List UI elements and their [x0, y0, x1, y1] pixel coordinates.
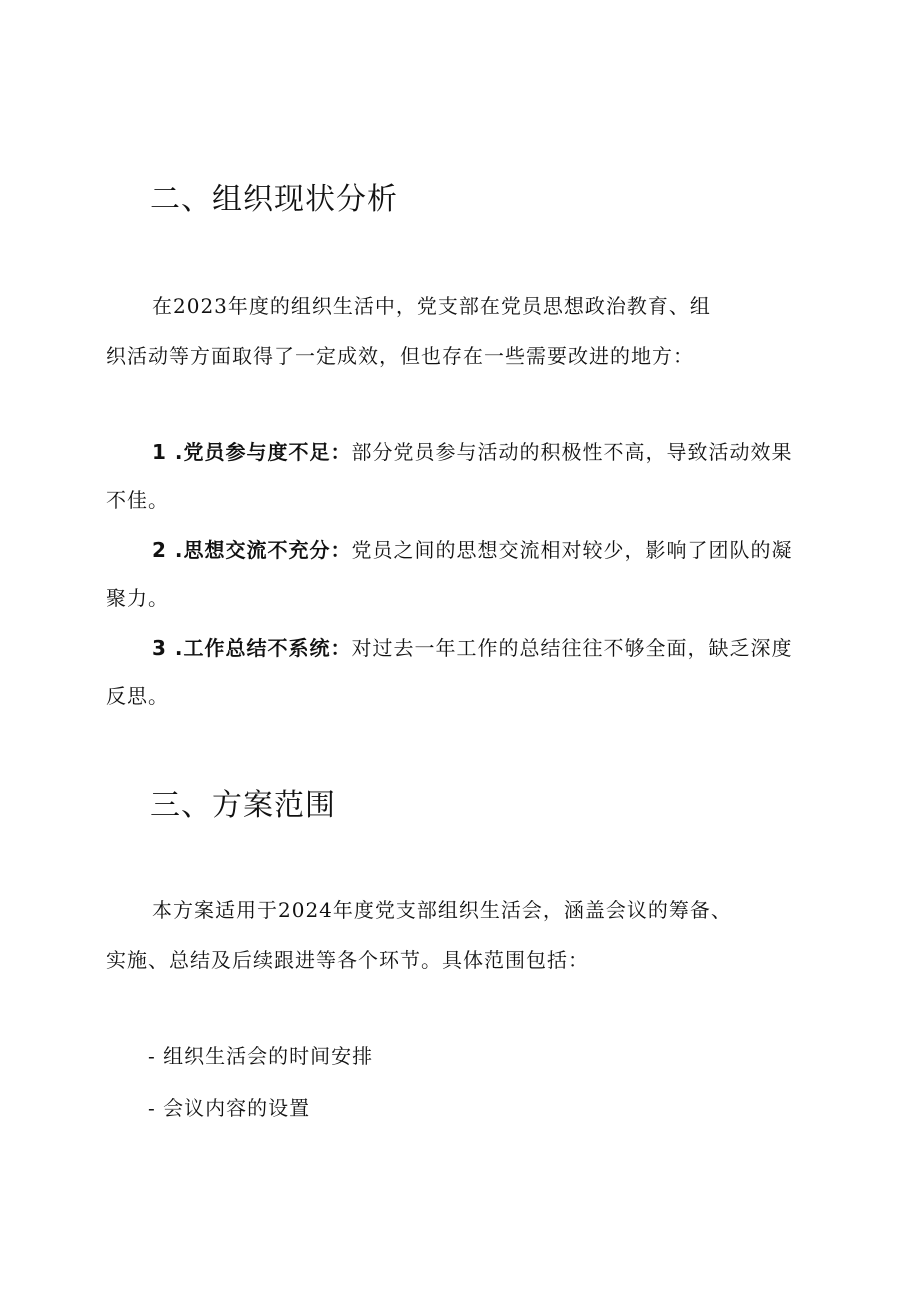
list-item-text: 部分党员参与活动的积极性不高，导致活动效果 — [351, 440, 793, 464]
list-item-number: 3 . — [152, 636, 184, 660]
list-item-title: 工作总结不系统： — [183, 636, 352, 660]
list-item-participation — [152, 438, 792, 466]
list-item-number: 2 . — [152, 538, 184, 562]
list-item-title: 思想交流不充分： — [183, 538, 352, 562]
paragraph-intro-line: 织活动等方面取得了一定成效，但也存在一些需要改进的地方： — [106, 344, 694, 368]
paragraph-intro-line: 实施、总结及后续跟进等各个环节。具体范围包括： — [106, 948, 589, 972]
section-heading-scope: 三、方案范围 — [150, 788, 336, 823]
bullet-item: - 会议内容的设置 — [148, 1096, 311, 1120]
list-item-summary — [152, 634, 792, 662]
list-item-title: 党员参与度不足： — [183, 440, 352, 464]
list-item-exchange — [152, 536, 792, 564]
bullet-item: - 组织生活会的时间安排 — [148, 1044, 374, 1068]
list-item-continuation: 反思。 — [106, 684, 169, 708]
list-item-text: 党员之间的思想交流相对较少，影响了团队的凝 — [351, 538, 793, 562]
paragraph-intro-line: 本方案适用于2024年度党支部组织生活会，涵盖会议的筹备、 — [152, 898, 732, 922]
list-item-continuation: 聚力。 — [106, 586, 169, 610]
paragraph-intro-line: 在2023年度的组织生活中，党支部在党员思想政治教育、组 — [152, 294, 711, 318]
list-item-number: 1 . — [152, 440, 184, 464]
list-item-continuation: 不佳。 — [106, 488, 169, 512]
section-heading-status-analysis: 二、组织现状分析 — [150, 182, 398, 217]
list-item-text: 对过去一年工作的总结往往不够全面，缺乏深度 — [351, 636, 793, 660]
